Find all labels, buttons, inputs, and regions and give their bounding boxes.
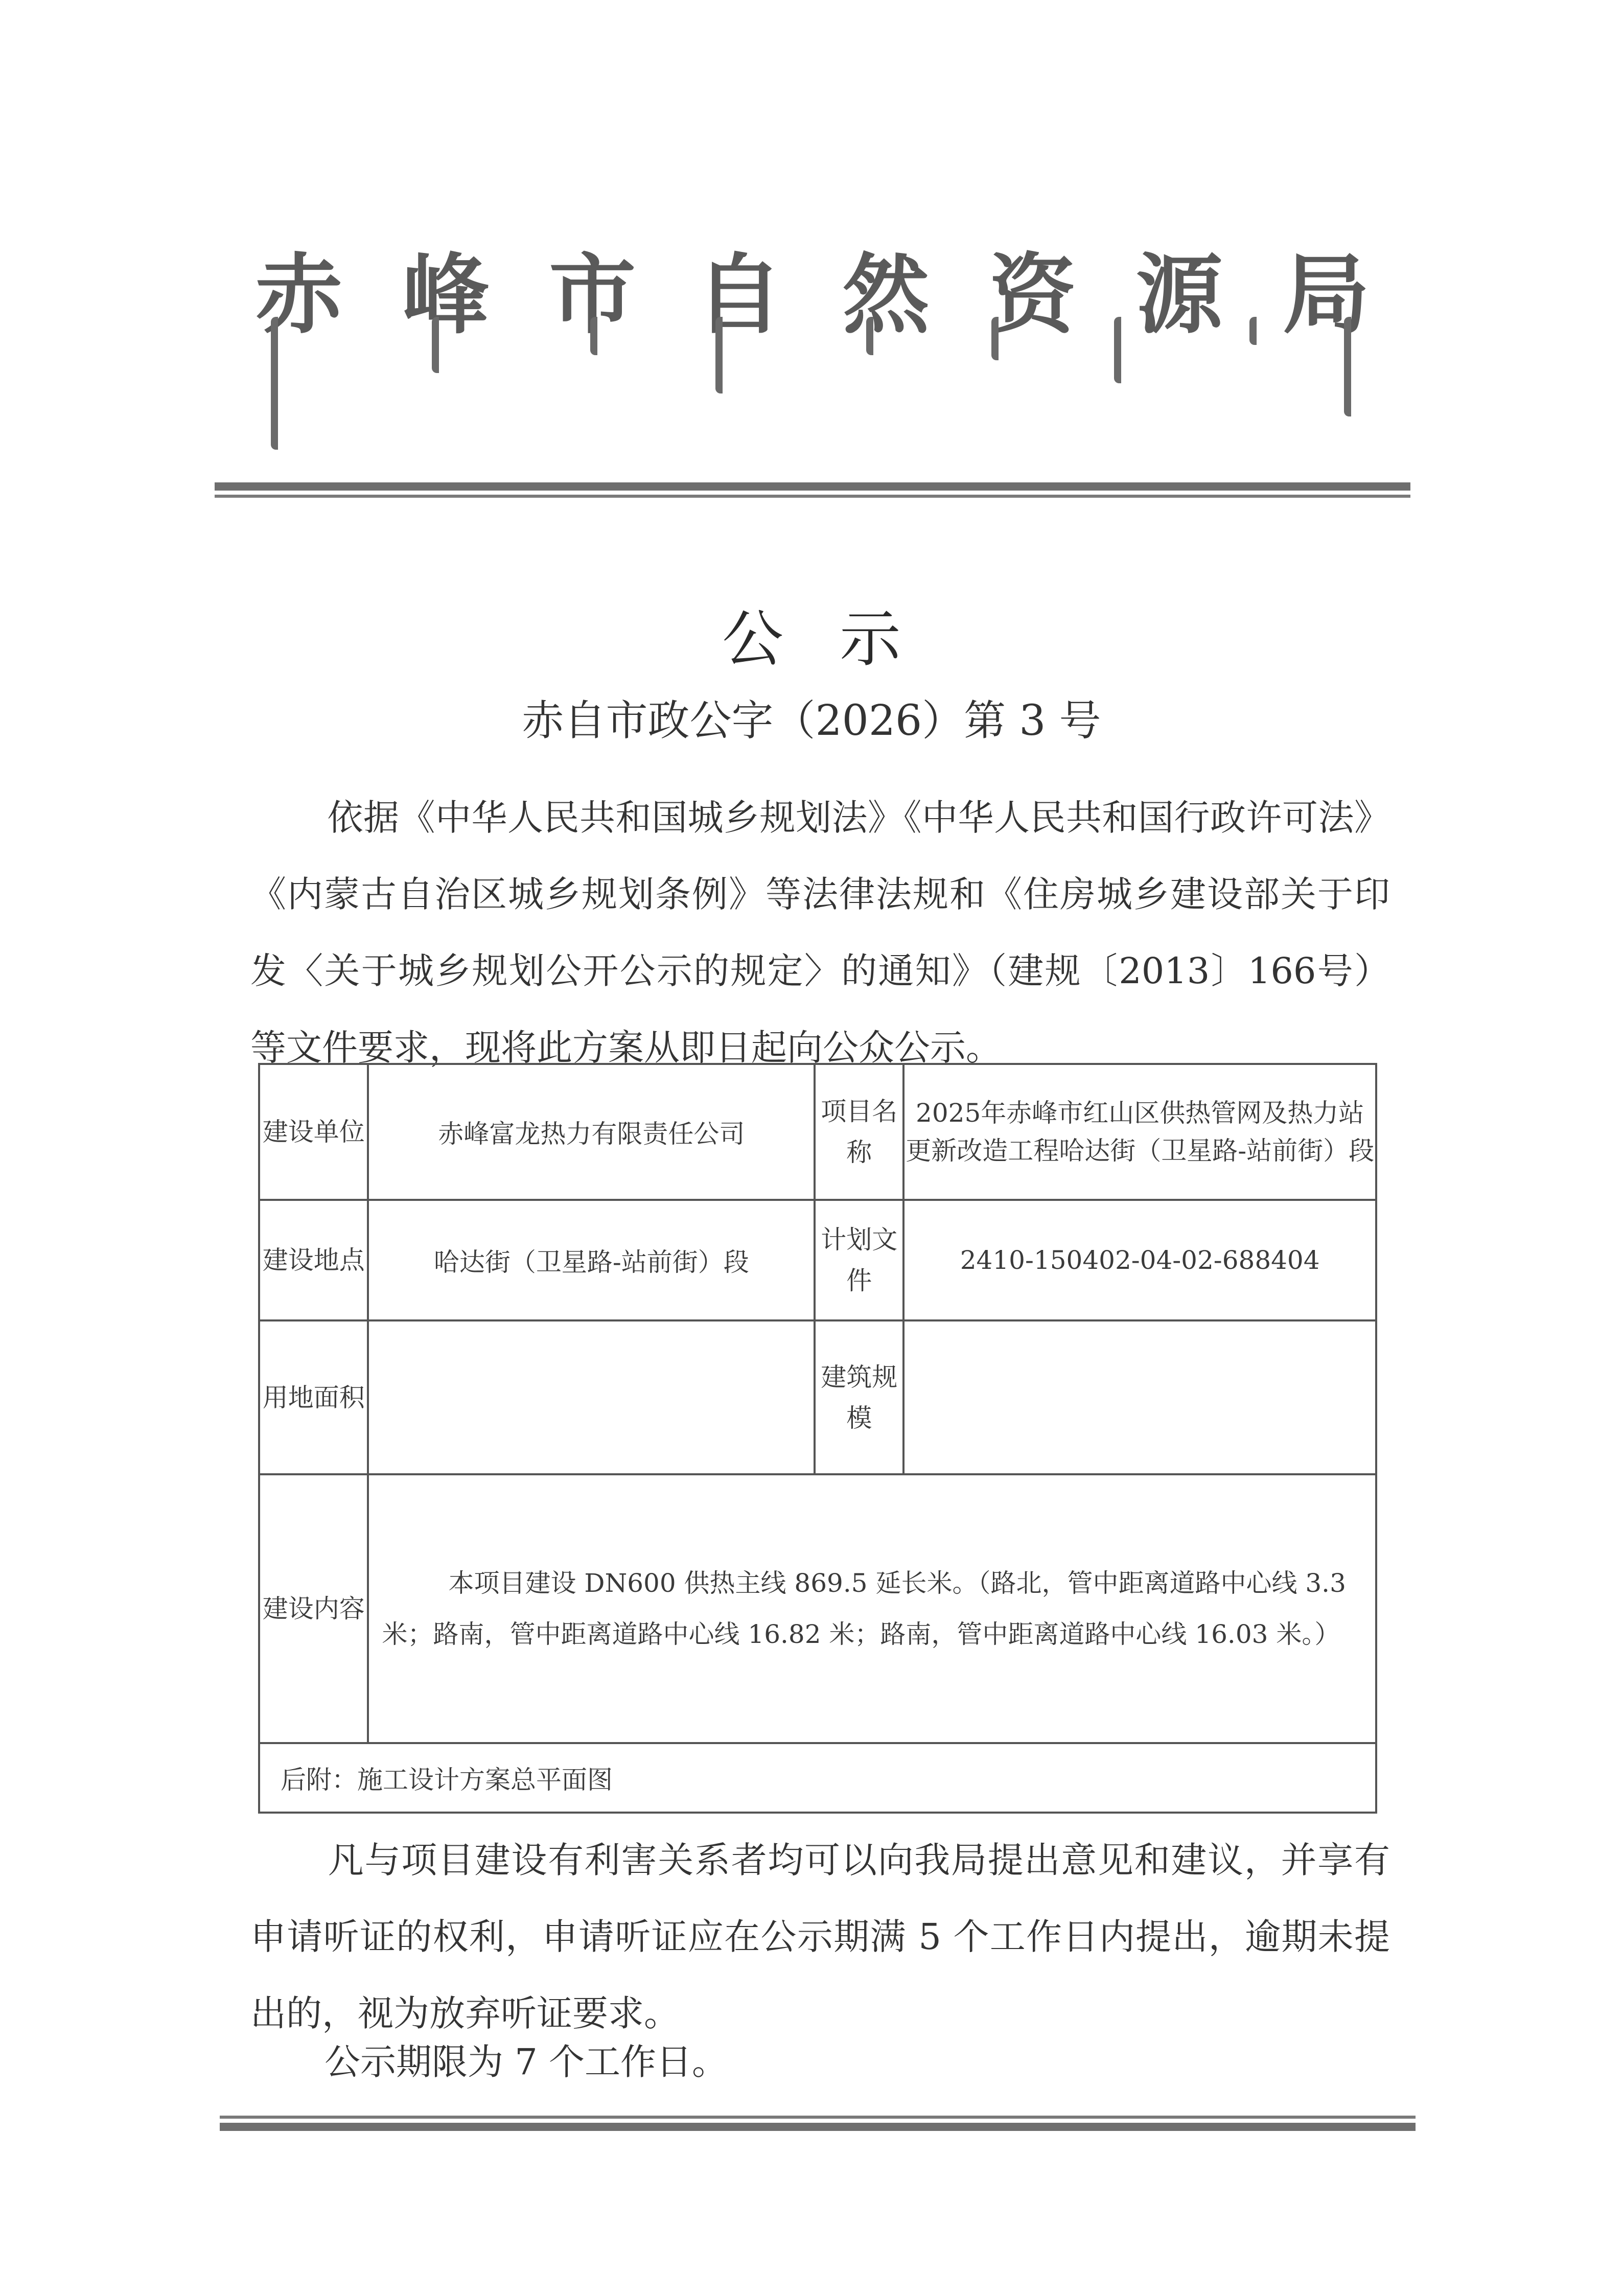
header-divider xyxy=(215,482,1410,498)
masthead-char: 源 xyxy=(1135,244,1223,346)
table-row xyxy=(259,1320,1376,1474)
mongolian-glyph xyxy=(432,317,454,373)
table-row xyxy=(259,1474,1376,1743)
label-location: 建设地点 xyxy=(259,1200,368,1320)
mongolian-glyph xyxy=(715,317,738,393)
value-land-area xyxy=(368,1320,815,1474)
masthead-char: 峰 xyxy=(402,244,490,346)
value-building-scale xyxy=(903,1320,1376,1474)
masthead-char: 赤 xyxy=(256,244,343,346)
mongolian-glyph xyxy=(866,317,889,355)
project-info-table xyxy=(258,1063,1377,1814)
mongolian-glyph xyxy=(1249,317,1272,345)
value-location: 哈达街（卫星路-站前街）段 xyxy=(368,1200,815,1320)
label-land-area: 用地面积 xyxy=(259,1320,368,1474)
document-number: 赤自市政公字（2026）第 3 号 xyxy=(522,697,1101,745)
label-plan-document: 计划文件 xyxy=(815,1200,903,1320)
label-construction-content: 建设内容 xyxy=(259,1474,368,1743)
table-row xyxy=(259,1743,1376,1813)
mongolian-script-name xyxy=(256,317,1370,455)
masthead-char: 然 xyxy=(842,244,930,346)
value-plan-document: 2410-150402-04-02-688404 xyxy=(903,1200,1376,1320)
mongolian-glyph xyxy=(1344,317,1366,416)
attachment-note: 后附：施工设计方案总平面图 xyxy=(259,1743,1376,1813)
value-builder: 赤峰富龙热力有限责任公司 xyxy=(368,1064,815,1200)
table-row xyxy=(259,1200,1376,1320)
footer-divider xyxy=(220,2116,1416,2131)
mongolian-glyph xyxy=(271,317,293,450)
masthead-char: 资 xyxy=(989,244,1076,346)
mongolian-glyph xyxy=(590,317,613,355)
label-builder: 建设单位 xyxy=(259,1064,368,1200)
notice-period: 公示期限为 7 个工作日。 xyxy=(324,2041,728,2083)
masthead-char: 自 xyxy=(695,244,783,346)
notice-title: 公 示 xyxy=(722,604,901,675)
intro-paragraph: 依据《中华人民共和国城乡规划法》《中华人民共和国行政许可法》《内蒙古自治区城乡规划条例》等法律法规和《住房城乡建设部关于印发〈关于城乡规划公开公示的规定〉的通知》（建规〔2013〕166号）等文件要求，现将此方案从即日起向公众公示。 xyxy=(250,797,1390,1069)
mongolian-glyph xyxy=(1114,317,1137,383)
value-construction-content: 本项目建设 DN600 供热主线 869.5 延长米。（路北，管中距离道路中心线 3.3 米；路南，管中距离道路中心线 16.82 米；路南，管中距离道路中心线 16.03 米。） xyxy=(368,1474,1376,1743)
masthead-char: 市 xyxy=(549,244,636,346)
label-building-scale: 建筑规模 xyxy=(815,1320,903,1474)
mongolian-glyph xyxy=(991,317,1014,360)
value-project-name: 2025年赤峰市红山区供热管网及热力站更新改造工程哈达街（卫星路-站前街）段 xyxy=(903,1064,1376,1200)
closing-paragraph: 凡与项目建设有利害关系者均可以向我局提出意见和建议，并享有申请听证的权利，申请听证应在公示期满 5 个工作日内提出，逾期未提出的，视为放弃听证要求。 xyxy=(250,1839,1390,2034)
label-project-name: 项目名称 xyxy=(815,1064,903,1200)
masthead-char: 局 xyxy=(1282,244,1370,346)
table-row xyxy=(259,1064,1376,1200)
